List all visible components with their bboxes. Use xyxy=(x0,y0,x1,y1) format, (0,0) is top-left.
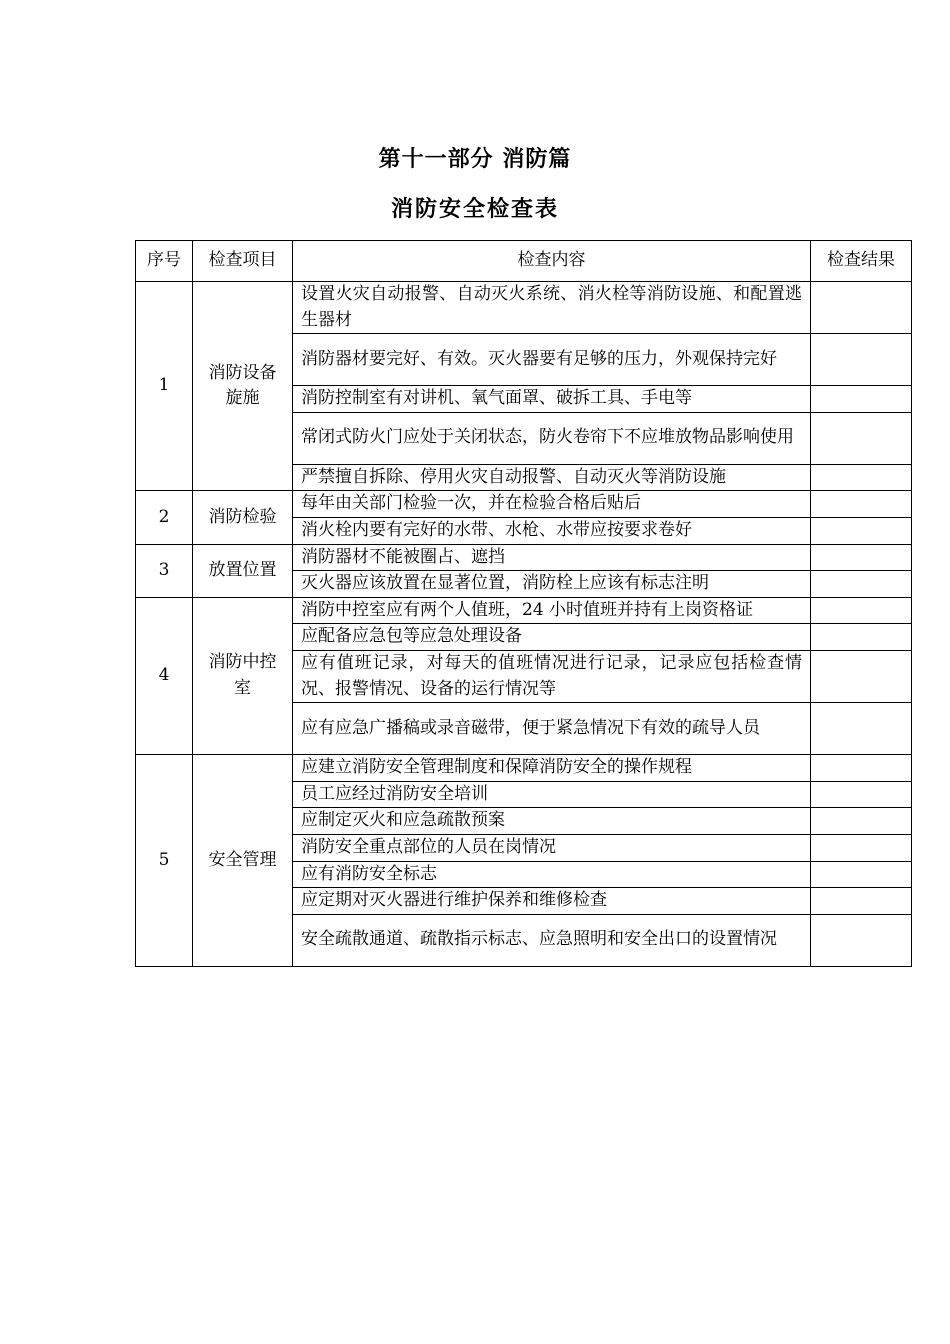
group-item: 消防中控室 xyxy=(193,597,293,754)
table-row xyxy=(136,282,912,334)
check-content: 应定期对灭火器进行维护保养和维修检查 xyxy=(293,888,811,915)
check-content: 应配备应急包等应急处理设备 xyxy=(293,624,811,651)
result-cell[interactable] xyxy=(811,412,912,464)
result-cell[interactable] xyxy=(811,597,912,624)
group-item: 放置位置 xyxy=(193,544,293,597)
result-cell[interactable] xyxy=(811,755,912,782)
group-number: 2 xyxy=(136,491,193,544)
group-item: 消防设备旋施 xyxy=(193,282,293,491)
check-content: 消防控制室有对讲机、氧气面罩、破拆工具、手电等 xyxy=(293,386,811,413)
group-item: 安全管理 xyxy=(193,755,293,967)
result-cell[interactable] xyxy=(811,650,912,702)
check-content: 常闭式防火门应处于关闭状态，防火卷帘下不应堆放物品影响使用 xyxy=(293,412,811,464)
check-content: 消防中控室应有两个人值班，24 小时值班并持有上岗资格证 xyxy=(293,597,811,624)
page-title: 第十一部分 消防篇 xyxy=(378,147,572,172)
check-content: 应制定灭火和应急疏散预案 xyxy=(293,808,811,835)
check-content: 应有应急广播稿或录音磁带，便于紧急情况下有效的疏导人员 xyxy=(293,703,811,755)
result-cell[interactable] xyxy=(811,334,912,386)
group-number: 1 xyxy=(136,282,193,491)
result-cell[interactable] xyxy=(811,464,912,491)
check-content: 安全疏散通道、疏散指示标志、应急照明和安全出口的设置情况 xyxy=(293,914,811,966)
result-cell[interactable] xyxy=(811,808,912,835)
fire-safety-check-table xyxy=(135,240,912,967)
table-header-row xyxy=(136,241,912,282)
check-content: 消防器材不能被圈占、遮挡 xyxy=(293,544,811,571)
result-cell[interactable] xyxy=(811,624,912,651)
header-result: 检查结果 xyxy=(811,241,912,282)
group-number: 4 xyxy=(136,597,193,754)
result-cell[interactable] xyxy=(811,781,912,808)
result-cell[interactable] xyxy=(811,491,912,518)
check-content: 应有消防安全标志 xyxy=(293,861,811,888)
result-cell[interactable] xyxy=(811,888,912,915)
result-cell[interactable] xyxy=(811,834,912,861)
check-content: 应有值班记录，对每天的值班情况进行记录，记录应包括检查情况、报警情况、设备的运行情况等 xyxy=(293,650,811,702)
group-item: 消防检验 xyxy=(193,491,293,544)
result-cell[interactable] xyxy=(811,386,912,413)
result-cell[interactable] xyxy=(811,571,912,598)
result-cell[interactable] xyxy=(811,517,912,544)
check-content: 消防器材要完好、有效。灭火器要有足够的压力，外观保持完好 xyxy=(293,334,811,386)
header-no: 序号 xyxy=(136,241,193,282)
header-item: 检查项目 xyxy=(193,241,293,282)
group-number: 3 xyxy=(136,544,193,597)
table-row xyxy=(136,544,912,571)
check-content: 员工应经过消防安全培训 xyxy=(293,781,811,808)
check-content: 应建立消防安全管理制度和保障消防安全的操作规程 xyxy=(293,755,811,782)
table-title: 消防安全检查表 xyxy=(390,197,559,222)
check-content: 消防安全重点部位的人员在岗情况 xyxy=(293,834,811,861)
result-cell[interactable] xyxy=(811,544,912,571)
table-row xyxy=(136,597,912,624)
table-row xyxy=(136,491,912,518)
check-content: 每年由关部门检验一次，并在检验合格后贴后 xyxy=(293,491,811,518)
result-cell[interactable] xyxy=(811,703,912,755)
result-cell[interactable] xyxy=(811,282,912,334)
check-content: 设置火灾自动报警、自动灭火系统、消火栓等消防设施、和配置逃生器材 xyxy=(293,282,811,334)
check-content: 严禁擅自拆除、停用火灾自动报警、自动灭火等消防设施 xyxy=(293,464,811,491)
result-cell[interactable] xyxy=(811,914,912,966)
header-content: 检查内容 xyxy=(293,241,811,282)
table-row xyxy=(136,755,912,782)
result-cell[interactable] xyxy=(811,861,912,888)
group-number: 5 xyxy=(136,755,193,967)
check-content: 灭火器应该放置在显著位置，消防栓上应该有标志注明 xyxy=(293,571,811,598)
check-content: 消火栓内要有完好的水带、水枪、水带应按要求卷好 xyxy=(293,517,811,544)
